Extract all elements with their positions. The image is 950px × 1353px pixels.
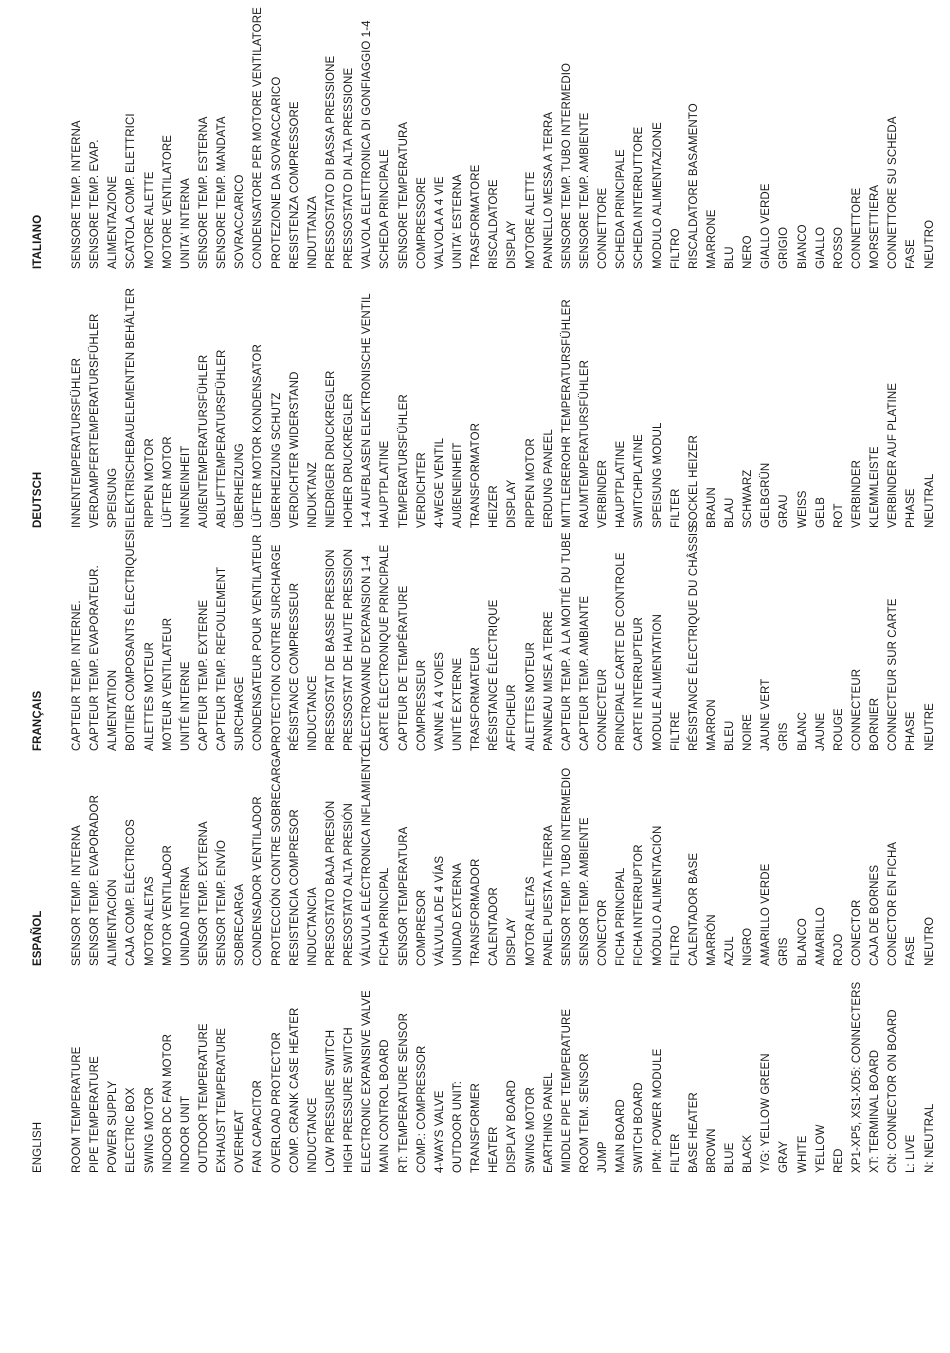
- term-item: ÉLECTROVANNE D'EXPANSION 1-4: [361, 555, 374, 751]
- term-item: OUTDOOR TEMPERATURE: [197, 1023, 210, 1173]
- term-item: SCHWARZ: [742, 469, 755, 528]
- term-item: HEIZER: [488, 485, 501, 528]
- term-item: N: NEUTRAL: [923, 1103, 936, 1173]
- term-item: COMPRESOR: [415, 889, 428, 966]
- term-item: PROTECCIÓN CONTRE SOBRECARGA: [270, 750, 283, 966]
- term-item: JAUNE: [814, 712, 827, 751]
- term-list-deutsch: [68, 288, 939, 528]
- term-item: GRIS: [778, 937, 791, 966]
- term-item: VERBINDER: [851, 460, 864, 528]
- term-item: EXHAUST TEMPERATURE: [216, 1027, 229, 1173]
- column-header-italiano: ITALIANO: [32, 214, 44, 269]
- term-item: VERDICHTER: [415, 452, 428, 528]
- term-item: UNITÉ INTERNE: [179, 661, 192, 751]
- term-item: BROWN: [705, 1128, 718, 1173]
- term-item: RIPPEN MOTOR: [143, 438, 156, 528]
- term-item: BRAUN: [705, 487, 718, 528]
- term-item: CAPTEUR TEMP. EXTERNE: [197, 599, 210, 751]
- term-item: CARTE ÉLECTRONIQUE PRINCIPALE: [379, 544, 392, 751]
- term-item: FICHA INTERRUPTOR: [633, 844, 646, 966]
- term-item: PRESSOSTAT DE HAUTE PRESSION: [343, 548, 356, 751]
- term-item: CAPTEUR TEMP. REFOULEMENT: [216, 566, 229, 751]
- term-item: VERBINDER AUF PLATINE: [887, 382, 900, 528]
- term-item: LOW PRESSURE SWITCH: [324, 1029, 337, 1173]
- term-item: SENSOR TEMP. EXTERNA: [197, 821, 210, 966]
- term-item: SENSORE TEMPERATURA: [397, 121, 410, 269]
- term-item: CAJA COMP. ELÉCTRICOS: [125, 819, 138, 966]
- term-item: RIPPEN MOTOR: [524, 438, 537, 528]
- term-item: ROSSO: [832, 226, 845, 269]
- term-item: CAPTEUR TEMP. INTERNE.: [71, 600, 83, 751]
- term-item: BLANC: [796, 712, 809, 751]
- term-item: SENSORE TEMP. AMBIENTE: [578, 112, 591, 269]
- term-item: PANEL PUESTA A TIERRA: [542, 824, 555, 966]
- term-item: WEISS: [796, 490, 809, 528]
- term-item: COMP.: COMPRESSOR: [415, 1045, 428, 1173]
- term-item: MOTORE ALETTE: [524, 171, 537, 269]
- term-item: CONECTOR EN FICHA: [887, 841, 900, 966]
- term-item: AFFICHEUR: [506, 684, 519, 751]
- term-item: UNITÉ EXTERNE: [451, 657, 464, 751]
- term-item: GIALLO VERDE: [760, 183, 773, 269]
- term-item: SCHEDA PRINCIPALE: [379, 149, 392, 269]
- column-header-espanol: ESPAÑOL: [32, 910, 44, 966]
- term-item: SWITCHPLATINE: [633, 434, 646, 528]
- column-header-francais: FRANÇAIS: [32, 690, 44, 751]
- term-item: AUßENTEMPERATURSFÜHLER: [197, 354, 210, 528]
- term-item: BLANCO: [796, 918, 809, 966]
- term-item: MITTLEREROHR TEMPERATURSFÜHLER: [560, 299, 573, 528]
- term-item: FASE: [905, 239, 918, 269]
- term-item: MARRON: [705, 699, 718, 751]
- term-item: EARTHING PANEL: [542, 1072, 555, 1173]
- term-item: WHITE: [796, 1135, 809, 1173]
- term-item: HIGH PRESSURE SWITCH: [343, 1027, 356, 1173]
- term-item: NIGRO: [742, 927, 755, 966]
- term-item: VALVOLA ELETTRONICA DI GONFIAGGIO 1-4: [361, 20, 374, 269]
- term-item: PANNEAU MISE A TERRE: [542, 611, 555, 751]
- term-item: BIANCO: [796, 224, 809, 269]
- term-item: FICHA PRINCIPAL: [615, 867, 628, 966]
- term-item: PIPE TEMPERATURE: [89, 1056, 102, 1173]
- term-item: TRANSFORMER: [470, 1083, 483, 1173]
- term-item: SCATOLA COMP. ELETTRICI: [125, 113, 138, 269]
- term-item: MARRONE: [705, 209, 718, 269]
- term-item: TRASFORMATEUR: [470, 647, 483, 751]
- term-item: DISPLAY: [506, 220, 519, 269]
- term-item: FILTRO: [669, 228, 682, 269]
- term-item: INNENTEMPERATURSFÜHLER: [71, 357, 83, 528]
- term-item: INDOOR UNIT: [179, 1095, 192, 1173]
- term-list-italiano: [68, 7, 939, 269]
- term-item: INDUCTANCE: [306, 675, 319, 751]
- term-item: TEMPERATURSFÜHLER: [397, 394, 410, 528]
- term-item: RÉSISTANCE COMPRESSEUR: [288, 582, 301, 751]
- term-item: INDOOR DC FAN MOTOR: [161, 1033, 174, 1173]
- term-item: SCHEDA PRINCIPALE: [615, 149, 628, 269]
- term-item: TRANSFORMADOR: [470, 858, 483, 966]
- term-item: RISCALDATORE: [488, 179, 501, 269]
- term-item: BLAU: [724, 497, 737, 528]
- term-item: AUßENEINHEIT: [451, 442, 464, 528]
- term-item: VÁLVULA DE 4 VÍAS: [433, 855, 446, 966]
- term-item: MOTORE VENTILATORE: [161, 134, 174, 269]
- term-item: UNITA' ESTERNA: [451, 174, 464, 269]
- term-item: ELECTRIC BOX: [125, 1087, 138, 1173]
- term-item: 4-WEGE VENTIL: [433, 437, 446, 528]
- term-item: FILTER: [669, 488, 682, 528]
- term-item: IPM: POWER MODULE: [651, 1048, 664, 1173]
- term-item: CONECTOR: [597, 899, 610, 966]
- term-item: GRIGIO: [778, 226, 791, 269]
- term-item: VÁLVULA ELÉCTRONICA INFLAMIENTO: [361, 747, 374, 966]
- term-item: VERDAMPFERTEMPERATURSFÜHLER: [89, 313, 102, 528]
- term-item: ERDUNG PANEEL: [542, 429, 555, 528]
- term-item: L: LIVE: [905, 1134, 918, 1173]
- term-item: BLACK: [742, 1134, 755, 1173]
- term-item: PRESSOSTATO DI BASSA PRESSIONE: [324, 55, 337, 269]
- term-item: FICHA PRINCIPAL: [379, 867, 392, 966]
- term-item: AILETTES MOTEUR: [524, 642, 537, 751]
- term-item: RISCALDATORE BASAMENTO: [687, 103, 700, 269]
- term-item: DISPLAY: [506, 917, 519, 966]
- term-item: AILETTES MOTEUR: [143, 642, 156, 751]
- term-item: HAUPTPLATINE: [379, 440, 392, 528]
- term-item: PRESSOSTAT DE BASSE PRESSION: [324, 549, 337, 751]
- term-item: RAUMTEMPERATURSFÜHLER: [578, 359, 591, 528]
- term-list-francais: [68, 525, 939, 751]
- term-item: OUTDOOR UNIT:: [451, 1080, 464, 1173]
- term-item: NERO: [742, 235, 755, 269]
- term-item: VERBINDER: [597, 460, 610, 528]
- term-item: SENSOR TEMP. INTERNA: [71, 825, 83, 966]
- term-item: ÜBERHEIZUNG: [234, 443, 247, 528]
- term-item: GRAY: [778, 1140, 791, 1173]
- term-item: COMPRESSORE: [415, 177, 428, 269]
- term-list-espanol: [68, 748, 939, 966]
- term-item: SOCKEL HEIZER: [687, 435, 700, 528]
- term-item: NIEDRIGER DRUCKREGLER: [324, 370, 337, 528]
- term-item: PHASE: [905, 488, 918, 528]
- term-item: MIDDLE PIPE TEMPERATURE: [560, 1008, 573, 1173]
- term-item: ROT: [832, 503, 845, 528]
- term-item: ALIMENTACIÓN: [107, 879, 120, 966]
- term-item: RED: [832, 1148, 845, 1173]
- term-item: FILTRO: [669, 925, 682, 966]
- term-item: RT: TEMPERATURE SENSOR: [397, 1012, 410, 1173]
- term-item: SOBRECARGA: [234, 883, 247, 966]
- term-item: ROUGE: [832, 708, 845, 751]
- term-item: VERDICHTER WIDERSTAND: [288, 371, 301, 528]
- term-item: PRESOSTATO BAJA PRESIÓN: [324, 800, 337, 966]
- term-item: 4-WAYS VALVE: [433, 1090, 446, 1173]
- term-item: JUMP: [597, 1141, 610, 1173]
- term-item: RESISTENCIA COMPRESOR: [288, 809, 301, 966]
- term-list-english: [68, 982, 939, 1173]
- term-item: PROTECTION CONTRE SURCHARGE: [270, 544, 283, 751]
- term-item: BASE HEATER: [687, 1092, 700, 1173]
- term-item: CONNETTORE: [597, 187, 610, 269]
- term-item: BOITIER COMPOSANTS ÉLECTRIQUESI: [125, 529, 138, 751]
- term-item: SENSOR TEMP. AMBIENTE: [578, 817, 591, 966]
- term-item: CALENTADOR: [488, 887, 501, 966]
- term-item: PHASE: [905, 711, 918, 751]
- term-item: SURCHARGE: [234, 676, 247, 751]
- term-item: ABLUFTTEMPERATURSFÜHLER: [216, 349, 229, 528]
- term-item: UNIDAD INTERNA: [179, 866, 192, 966]
- term-item: GRIS: [778, 722, 791, 751]
- term-item: MORSETTIERA: [869, 184, 882, 269]
- term-item: ROOM TEM. SENSOR: [578, 1053, 591, 1173]
- term-item: AMARILLO: [814, 907, 827, 966]
- term-item: SENSOR TEMP. EVAPORADOR: [89, 794, 102, 966]
- term-item: GELB: [814, 496, 827, 528]
- term-item: PANNELLO MESSA A TERRA: [542, 111, 555, 269]
- term-item: CONNECTEUR: [851, 668, 864, 751]
- term-item: MOTOR ALETAS: [524, 876, 537, 966]
- term-item: SPEISUNG MODUL: [651, 422, 664, 528]
- term-item: INDUCTANCE: [306, 1097, 319, 1173]
- term-item: SWING MOTOR: [524, 1087, 537, 1173]
- term-item: SENSOR TEMP. TUBO INTERMEDIO: [560, 767, 573, 966]
- term-item: MAIN CONTROL BOARD: [379, 1039, 392, 1173]
- term-item: ÜBERHEIZUNG SCHUTZ: [270, 392, 283, 528]
- term-item: OVERHEAT: [234, 1109, 247, 1173]
- term-item: DISPLAY: [506, 479, 519, 528]
- term-item: JAUNE VERT: [760, 678, 773, 751]
- term-item: MOTORE ALETTE: [143, 171, 156, 269]
- term-item: ELECTRONIC EXPANSIVE VALVE: [361, 990, 374, 1173]
- term-item: CAPTEUR TEMP. EVAPORATEUR.: [89, 565, 102, 751]
- term-item: LÜFTER MOTOR: [161, 436, 174, 528]
- term-item: SOVRACCARICO: [234, 174, 247, 269]
- term-item: SWING MOTOR: [143, 1087, 156, 1173]
- term-item: MODULO ALIMENTAZIONE: [651, 122, 664, 269]
- term-item: INDUCTANCIA: [306, 887, 319, 966]
- term-item: CONDENSADOR VENTILADOR: [252, 796, 265, 966]
- term-item: FILTRE: [669, 711, 682, 751]
- term-item: MÓDULO ALIMENTACIÓN: [651, 825, 664, 966]
- term-item: CONECTOR: [851, 899, 864, 966]
- term-item: RESISTENZA COMPRESSORE: [288, 101, 301, 269]
- term-item: HOHER DRUCKREGLER: [343, 393, 356, 528]
- term-item: ROJO: [832, 933, 845, 966]
- term-item: VALVOLA A 4 VIE: [433, 176, 446, 269]
- term-item: KLEMMLEISTE: [869, 446, 882, 528]
- term-item: YELLOW: [814, 1124, 827, 1173]
- term-item: MODULE ALIMENTATION: [651, 614, 664, 751]
- term-item: MAIN BOARD: [615, 1099, 628, 1173]
- term-item: PRESSOSTATO DI ALTA PRESSIONE: [343, 67, 356, 269]
- term-item: RÉSISTANCE ÉLECTRIQUE DU CHÂSSIS: [687, 524, 700, 751]
- term-item: ALIMENTAZIONE: [107, 175, 120, 269]
- term-item: Y/G: YELLOW GREEN: [760, 1053, 773, 1173]
- term-item: CONNECTEUR SUR CARTE: [887, 598, 900, 751]
- term-item: HAUPTPLATINE: [615, 440, 628, 528]
- term-item: SENSORE TEMP. ESTERNA: [197, 116, 210, 269]
- term-item: CN: CONNECTOR ON BOARD: [887, 1009, 900, 1173]
- term-item: GELBGRÜN: [760, 462, 773, 528]
- term-item: BLU: [724, 246, 737, 269]
- term-item: CARTE INTERRUPTEUR: [633, 617, 646, 751]
- term-item: SENSORE TEMP. MANDATA: [216, 116, 229, 269]
- term-item: CAJA DE BORNES: [869, 864, 882, 966]
- term-item: PRINCIPALE CARTE DE CONTROLE: [615, 552, 628, 751]
- term-item: CONNECTEUR: [597, 668, 610, 751]
- term-item: HEATER: [488, 1126, 501, 1173]
- term-item: CONNETTORE SU SCHEDA: [887, 116, 900, 269]
- term-item: RÉSISTANCE ÉLECTRIQUE: [488, 599, 501, 751]
- term-item: NEUTRO: [923, 916, 936, 966]
- term-item: SENSORE TEMP. TUBO INTERMEDIO: [560, 62, 573, 269]
- term-item: 1-4 AUFBLASEN ELEKTRONISCHE VENTIL: [361, 293, 374, 528]
- term-item: CAPTEUR TEMP. À LA MOITIÉ DU TUBE: [560, 532, 573, 751]
- term-item: MOTOR VENTILADOR: [161, 845, 174, 966]
- term-item: AMARILLO VERDE: [760, 863, 773, 966]
- column-header-deutsch: DEUTSCH: [32, 471, 44, 528]
- term-item: BLEU: [724, 720, 737, 751]
- term-item: CONNETTORE: [851, 187, 864, 269]
- term-item: FASE: [905, 936, 918, 966]
- term-item: GRAU: [778, 494, 791, 528]
- column-header-english: ENGLISH: [32, 1121, 44, 1173]
- term-item: COMPRESSEUR: [415, 659, 428, 751]
- term-item: FAN CAPACITOR: [252, 1080, 265, 1173]
- term-item: MOTEUR VENTILATEUR: [161, 617, 174, 751]
- term-item: CONDENSATEUR POUR VENTILATEUR: [252, 534, 265, 751]
- term-item: CAPTEUR TEMP. AMBIANTE: [578, 595, 591, 751]
- term-item: OVERLOAD PROTECTOR: [270, 1032, 283, 1173]
- term-item: ALMENTATION: [107, 669, 120, 751]
- term-item: PROTEZIONE DA SOVRACCARICO: [270, 76, 283, 269]
- term-item: COMP. CRANK CASE HEATER: [288, 1007, 301, 1173]
- term-item: SPEISUNG: [107, 467, 120, 528]
- term-item: INNENEINHEIT: [179, 445, 192, 528]
- term-item: BORNIER: [869, 697, 882, 751]
- term-item: CONDENSATORE PER MOTORE VENTILATORE: [252, 7, 265, 269]
- term-item: INDUTTANZA: [306, 196, 319, 269]
- term-item: BLUE: [724, 1142, 737, 1173]
- term-item: MOTOR ALETAS: [143, 876, 156, 966]
- term-item: AZUL: [724, 936, 737, 966]
- term-item: UNIDAD EXTERNA: [451, 863, 464, 966]
- term-item: VANNE À 4 VOIES: [433, 651, 446, 751]
- term-item: SWITCH BOARD: [633, 1082, 646, 1173]
- term-item: NEUTRAL: [923, 473, 936, 528]
- term-item: DISPLAY BOARD: [506, 1080, 519, 1173]
- term-item: NEUTRE: [923, 703, 936, 751]
- term-item: CAPTEUR DE TEMPÉRATURE: [397, 585, 410, 751]
- term-item: TRANSFORMATOR: [470, 422, 483, 528]
- term-item: XT: TERMINAL BOARD: [869, 1049, 882, 1173]
- term-item: NOIRE: [742, 714, 755, 751]
- term-item: ELEKTRISCHEBAUELEMENTEN BEHÄLTER: [125, 287, 138, 528]
- term-item: LÜFTER MOTOR KONDENSATOR: [252, 344, 265, 528]
- term-item: CALENTADOR BASE: [687, 852, 700, 966]
- term-item: PRESOSTATO ALTA PRESIÓN: [343, 803, 356, 966]
- term-item: POWER SUPPLY: [107, 1080, 120, 1173]
- term-item: UNITA' INTERNA: [179, 178, 192, 269]
- term-item: SENSORE TEMP. INTERNA: [71, 120, 83, 269]
- term-item: MARRÓN: [705, 914, 718, 966]
- term-item: ROOM TEMPERATURE: [71, 1046, 83, 1173]
- term-item: NEUTRO: [923, 219, 936, 269]
- term-item: GIALLO: [814, 226, 827, 269]
- term-item: INDUKTANZ: [306, 462, 319, 528]
- term-item: SENSOR TEMP. ENVÍO: [216, 840, 229, 966]
- term-item: XP1-XP5, XS1-XD5: CONNECTERS: [851, 981, 864, 1173]
- term-item: SENSORE TEMP. EVAP.: [89, 139, 102, 269]
- term-item: FILTER: [669, 1133, 682, 1173]
- term-item: SCHEDA INTERRUTTORE: [633, 126, 646, 269]
- term-item: SENSOR TEMPERATURA: [397, 826, 410, 966]
- term-item: TRASFORMATORE: [470, 164, 483, 269]
